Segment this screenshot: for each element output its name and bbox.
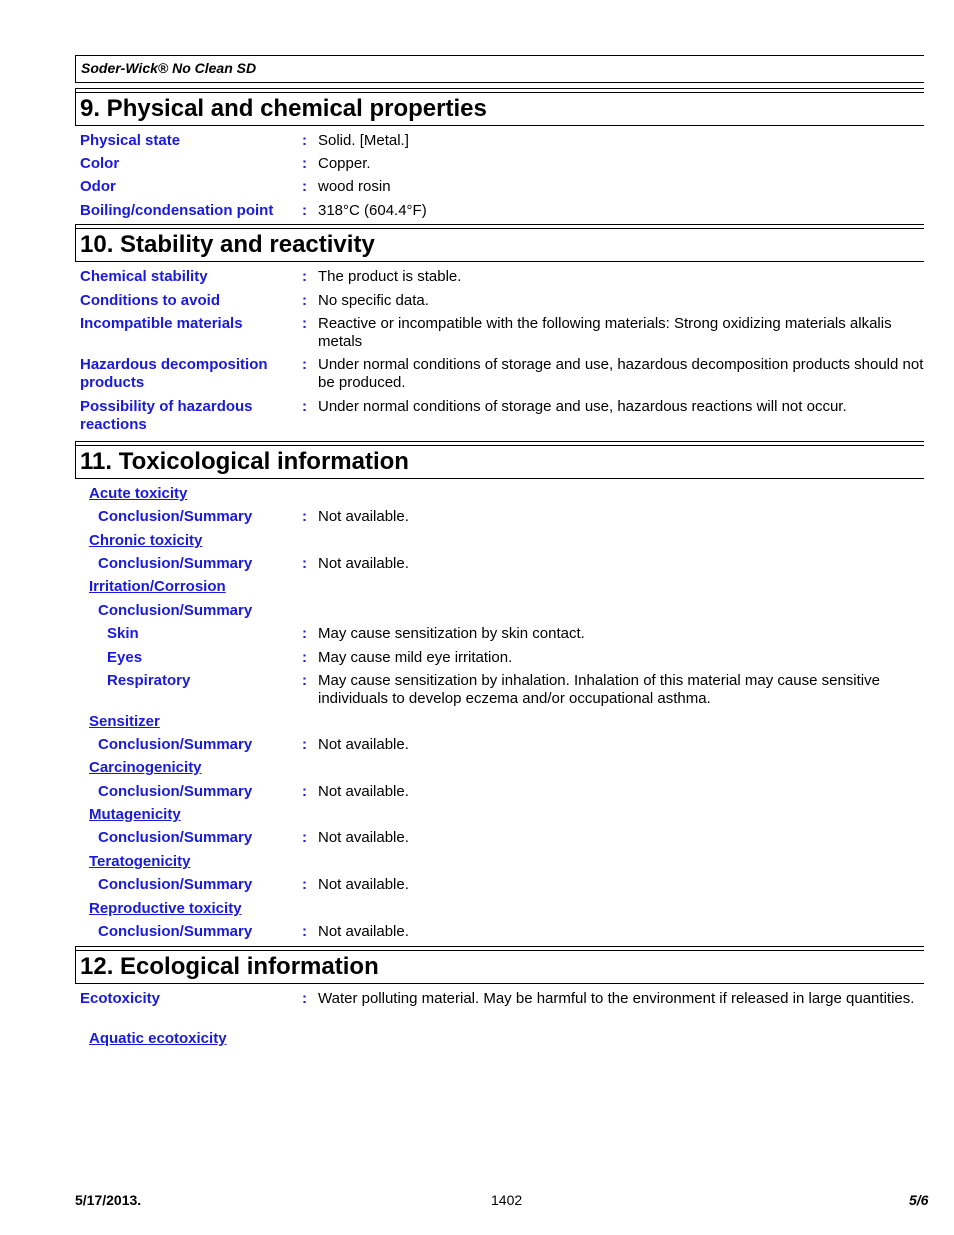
property-value: Not available.	[318, 783, 409, 800]
property-value: wood rosin	[318, 178, 391, 195]
property-label: Conclusion/Summary	[98, 829, 253, 846]
separator: :	[302, 315, 307, 332]
section-title: 10. Stability and reactivity	[80, 231, 375, 258]
property-value: Not available.	[318, 876, 409, 893]
product-header	[75, 55, 924, 83]
separator: :	[302, 132, 307, 149]
footer-code: 1402	[491, 1192, 523, 1208]
separator: :	[302, 178, 307, 195]
teratogenicity-link[interactable]: Teratogenicity	[89, 853, 191, 870]
section-title: 11. Toxicological information	[80, 448, 409, 475]
property-label: Hazardous decomposition products	[80, 356, 268, 391]
section-title: 12. Ecological information	[80, 953, 379, 980]
property-value: Not available.	[318, 508, 409, 525]
property-label: Odor	[80, 178, 116, 195]
separator: :	[302, 649, 307, 666]
property-label: Conclusion/Summary	[98, 555, 253, 572]
footer-date: 5/17/2013.	[75, 1192, 142, 1208]
separator: :	[302, 268, 307, 285]
separator: :	[302, 736, 307, 753]
property-label: Chemical stability	[80, 268, 208, 285]
property-value: The product is stable.	[318, 268, 462, 285]
property-label: Conclusion/Summary	[98, 783, 253, 800]
separator: :	[302, 292, 307, 309]
separator: :	[302, 829, 307, 846]
property-value: 318°C (604.4°F)	[318, 202, 427, 219]
property-label: Conclusion/Summary	[98, 602, 253, 619]
property-value: Reactive or incompatible with the following materials: Strong oxidizing materials alkalis metals	[318, 315, 892, 350]
separator: :	[302, 155, 307, 172]
property-value: Solid. [Metal.]	[318, 132, 409, 149]
section-12-header	[75, 946, 924, 984]
property-label: Conditions to avoid	[80, 292, 220, 309]
section-10-header	[75, 224, 924, 262]
section-9-header	[75, 88, 924, 126]
carcinogenicity-link[interactable]: Carcinogenicity	[89, 759, 202, 776]
property-value: Not available.	[318, 923, 409, 940]
separator: :	[302, 783, 307, 800]
property-label: Eyes	[107, 649, 143, 666]
property-label: Conclusion/Summary	[98, 508, 253, 525]
separator: :	[302, 923, 307, 940]
property-label: Possibility of hazardous reactions	[80, 398, 253, 433]
separator: :	[302, 202, 307, 219]
property-value: Copper.	[318, 155, 371, 172]
property-value: Under normal conditions of storage and use, hazardous decomposition products should not be produced.	[318, 356, 924, 391]
property-value: Under normal conditions of storage and use, hazardous reactions will not occur.	[318, 398, 847, 415]
separator: :	[302, 625, 307, 642]
property-value: May cause sensitization by skin contact.	[318, 625, 585, 642]
separator: :	[302, 672, 307, 689]
separator: :	[302, 398, 307, 415]
property-value: Water polluting material. May be harmful to the environment if released in large quantities.	[318, 990, 915, 1007]
mutagenicity-link[interactable]: Mutagenicity	[89, 806, 181, 823]
property-value: Not available.	[318, 829, 409, 846]
aquatic-ecotoxicity-link[interactable]: Aquatic ecotoxicity	[89, 1030, 227, 1047]
sensitizer-link[interactable]: Sensitizer	[89, 713, 160, 730]
section-title: 9. Physical and chemical properties	[80, 95, 487, 122]
property-label: Physical state	[80, 132, 181, 149]
separator: :	[302, 990, 307, 1007]
property-value: May cause mild eye irritation.	[318, 649, 513, 666]
separator: :	[302, 508, 307, 525]
product-name: Soder-Wick® No Clean SD	[81, 60, 257, 76]
property-value: No specific data.	[318, 292, 429, 309]
section-11-header	[75, 441, 924, 479]
property-value: Not available.	[318, 555, 409, 572]
irritation-corrosion-link[interactable]: Irritation/Corrosion	[89, 578, 226, 595]
property-label: Conclusion/Summary	[98, 736, 253, 753]
property-value: May cause sensitization by inhalation. Inhalation of this material may cause sensitive individuals to develop eczema and/or occupational asthma.	[318, 672, 880, 707]
chronic-toxicity-link[interactable]: Chronic toxicity	[89, 532, 203, 549]
separator: :	[302, 356, 307, 373]
reproductive-toxicity-link[interactable]: Reproductive toxicity	[89, 900, 242, 917]
property-label: Conclusion/Summary	[98, 923, 253, 940]
property-label: Color	[80, 155, 120, 172]
footer-page-number: 5/6	[909, 1192, 929, 1208]
property-value: Not available.	[318, 736, 409, 753]
property-label: Boiling/condensation point	[80, 202, 274, 219]
property-label: Ecotoxicity	[80, 990, 161, 1007]
separator: :	[302, 876, 307, 893]
property-label: Skin	[107, 625, 139, 642]
property-label: Respiratory	[107, 672, 191, 689]
property-label: Incompatible materials	[80, 315, 243, 332]
property-label: Conclusion/Summary	[98, 876, 253, 893]
acute-toxicity-link[interactable]: Acute toxicity	[89, 485, 188, 502]
separator: :	[302, 555, 307, 572]
